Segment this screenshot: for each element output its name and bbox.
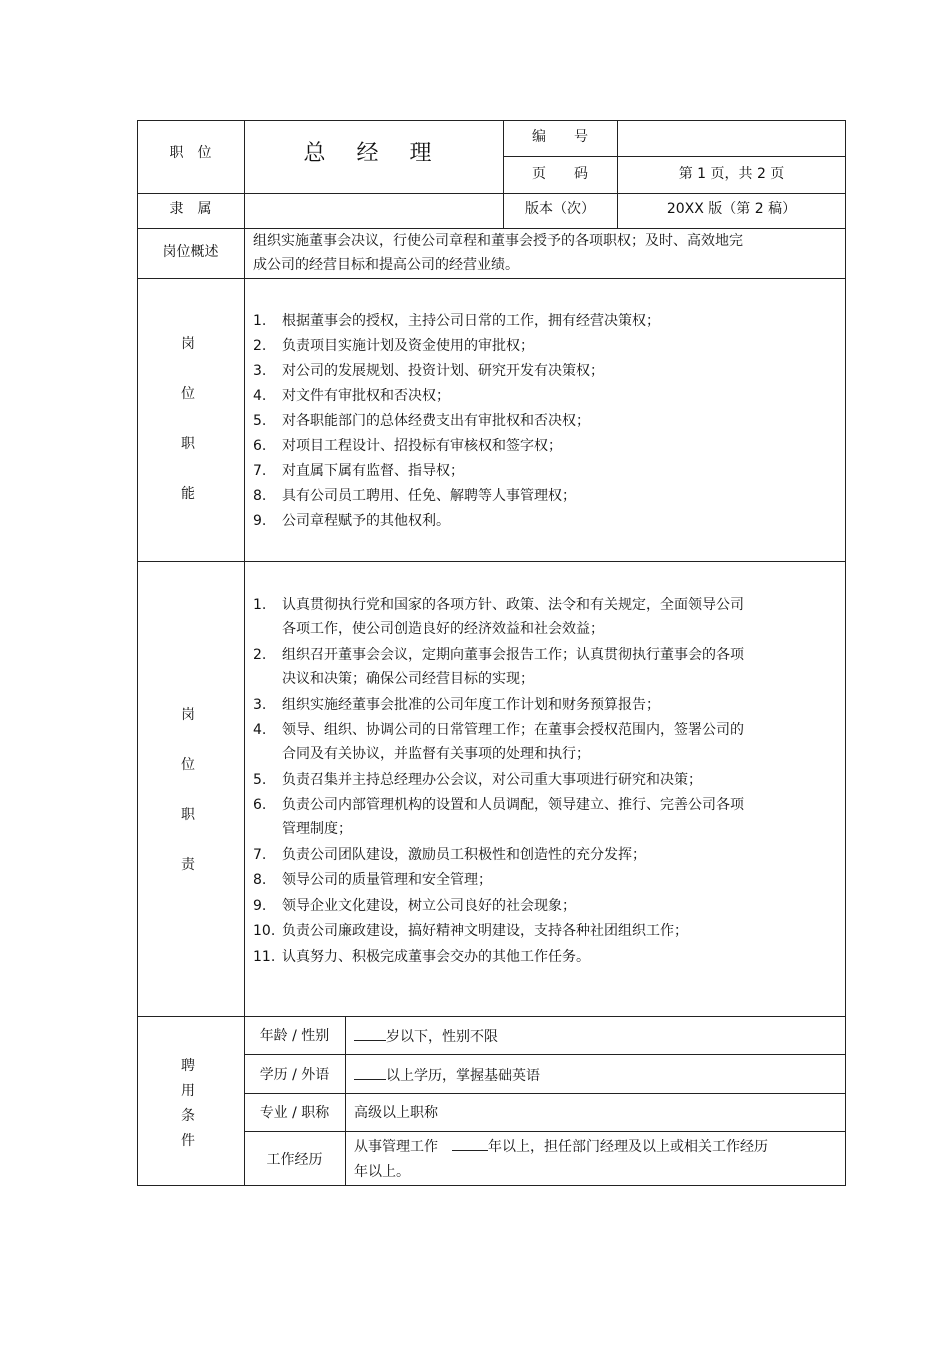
duty-item [253,593,744,641]
education-label: 学历 / 外语 [259,1067,330,1083]
duty-item-line [253,643,744,667]
function-item-text: 具有公司员工聘用、任免、解聘等人事管理权； [282,488,576,504]
function-item-line [253,359,604,383]
duty-item [253,894,576,918]
function-item-line [253,434,562,458]
function-item [253,384,450,408]
duty-item-text: 组织实施经董事会批准的公司年度工作计划和财务预算报告； [282,696,660,713]
experience-value [354,1135,768,1160]
function-item [253,484,576,508]
experience-line2: 年以上。 [354,1164,410,1180]
duty-item-line [253,945,590,969]
duty-item-line [253,868,492,892]
function-item-line [253,334,534,358]
divider [244,1131,846,1132]
divider [244,1054,846,1055]
function-item [253,334,534,358]
function-item-number: 4. [253,388,267,404]
function-item-number: 7. [253,463,267,479]
duty-item [253,643,744,691]
duty-item [253,768,702,792]
fill-blank [354,1026,386,1041]
function-item-text: 负责项目实施计划及资金使用的审批权； [282,338,534,354]
duties-label-char: 职 [181,807,195,823]
overview-line: 成公司的经营目标和提高公司的经营业绩。 [253,257,519,273]
duty-item-number: 10. [253,923,276,940]
duty-item-text: 负责公司团队建设，激励员工积极性和创造性的充分发挥； [282,847,646,863]
function-item-line [253,409,590,433]
duty-item-line: 各项工作，使公司创造良好的经济效益和社会效益； [282,621,604,637]
functions-label-char: 能 [181,486,195,502]
function-item [253,509,450,533]
function-item-number: 9. [253,513,267,529]
duty-item-line [253,919,688,943]
function-item [253,309,660,333]
page-value: 第 1 页，共 2 页 [678,166,785,182]
duties-label-char: 位 [181,757,195,773]
hiring-label-char: 用 [181,1083,195,1099]
belong-label: 隶 属 [169,201,212,217]
duty-item [253,693,660,717]
duties-label-char: 责 [181,857,195,873]
duties-label [178,704,198,904]
duty-item-text: 领导、组织、协调公司的日常管理工作；在董事会授权范围内，签署公司的 [282,722,744,738]
function-item-number: 5. [253,413,267,429]
experience-prefix: 从事管理工作 [354,1139,438,1155]
version-value: 20XX 版（第 2 稿） [666,201,797,217]
duty-item-line: 决议和决策；确保公司经营目标的实现； [282,670,534,687]
fill-blank [354,1065,386,1080]
duty-item [253,718,744,766]
function-item-line [253,384,450,408]
function-item-line [253,309,660,333]
duty-item-number: 9. [253,897,267,914]
education-value [354,1065,540,1086]
function-item [253,359,604,383]
fill-blank [452,1136,488,1151]
duty-item [253,868,492,892]
experience-label: 工作经历 [266,1152,323,1168]
function-item-text: 对公司的发展规划、投资计划、研究开发有决策权； [282,363,604,379]
divider [503,156,846,157]
function-item-text: 对项目工程设计、招投标有审核权和签字权； [282,438,562,454]
functions-label-char: 职 [181,436,195,452]
duty-item-number: 3. [253,696,267,713]
duty-item-text: 负责公司内部管理机构的设置和人员调配，领导建立、推行、完善公司各项 [282,797,744,814]
duty-item-text: 认真努力、积极完成董事会交办的其他工作任务。 [282,948,590,965]
duty-item-line [253,693,660,717]
overview-label: 岗位概述 [162,244,219,260]
position-label: 职 位 [169,145,212,161]
duty-item-text: 负责公司廉政建设，搞好精神文明建设，支持各种社团组织工作； [282,923,688,940]
divider [345,1016,346,1186]
duty-item-line [253,793,744,817]
functions-label [178,333,198,533]
duty-item-line: 管理制度； [282,821,352,838]
function-item-line [253,484,576,508]
divider [244,1093,846,1094]
functions-label-char: 岗 [181,336,195,352]
hiring-label-char: 件 [181,1133,195,1149]
duty-item-text: 领导公司的质量管理和安全管理； [282,872,492,889]
function-item-number: 3. [253,363,267,379]
duty-item [253,793,744,841]
hiring-label [178,1055,198,1155]
function-item [253,434,562,458]
major-title-label: 专业 / 职称 [259,1105,330,1121]
duties-label-char: 岗 [181,707,195,723]
functions-label-char: 位 [181,386,195,402]
function-item-number: 2. [253,338,267,354]
duty-item [253,945,590,969]
version-label: 版本（次） [525,201,595,217]
function-item-number: 6. [253,438,267,454]
age-gender-value [354,1026,498,1047]
major-title-value: 高级以上职称 [354,1105,438,1121]
function-item-number: 1. [253,313,267,329]
function-item-text: 公司章程赋予的其他权利。 [282,513,450,529]
duty-item-number: 11. [253,948,276,965]
hiring-label-char: 条 [181,1108,195,1124]
duty-item-number: 4. [253,722,267,738]
duty-item-line [253,593,744,617]
function-item [253,409,590,433]
duty-item [253,843,646,867]
page-label: 页 码 [532,166,588,182]
hiring-label-char: 聘 [181,1058,195,1074]
function-item-number: 8. [253,488,267,504]
function-item-line [253,459,464,483]
duty-item-number: 5. [253,771,267,788]
code-label: 编 号 [532,129,588,145]
duty-item-text: 组织召开董事会会议，定期向董事会报告工作；认真贯彻执行董事会的各项 [282,646,744,663]
duty-item-number: 6. [253,797,267,814]
function-item-text: 根据董事会的授权，主持公司日常的工作，拥有经营决策权； [282,313,660,329]
duty-item-number: 7. [253,847,267,863]
function-item [253,459,464,483]
function-item-text: 对各职能部门的总体经费支出有审批权和否决权； [282,413,590,429]
duty-item-text: 负责召集并主持总经理办公会议，对公司重大事项进行研究和决策； [282,771,702,788]
function-item-text: 对文件有审批权和否决权； [282,388,450,404]
age-gender-text: 岁以下，性别不限 [386,1029,498,1045]
duty-item-text: 认真贯彻执行党和国家的各项方针、政策、法令和有关规定，全面领导公司 [282,597,744,613]
position-title: 总 经 理 [303,141,444,166]
duty-item-line [253,718,744,742]
duty-item-number: 1. [253,597,267,613]
duty-item-line [253,843,646,867]
duty-item-number: 8. [253,872,267,889]
overview-line: 组织实施董事会决议，行使公司章程和董事会授予的各项职权；及时、高效地完 [253,233,743,249]
duty-item-number: 2. [253,646,267,663]
duty-item-line [253,768,702,792]
function-item-line [253,509,450,533]
function-item-text: 对直属下属有监督、指导权； [282,463,464,479]
education-text: 以上学历，掌握基础英语 [386,1068,540,1084]
age-gender-label: 年龄 / 性别 [259,1028,330,1044]
experience-suffix: 年以上，担任部门经理及以上或相关工作经历 [488,1139,768,1155]
duty-item-line [253,894,576,918]
duty-item [253,919,688,943]
duty-item-line: 合同及有关协议，并监督有关事项的处理和执行； [282,746,590,762]
duty-item-text: 领导企业文化建设，树立公司良好的社会现象； [282,897,576,914]
